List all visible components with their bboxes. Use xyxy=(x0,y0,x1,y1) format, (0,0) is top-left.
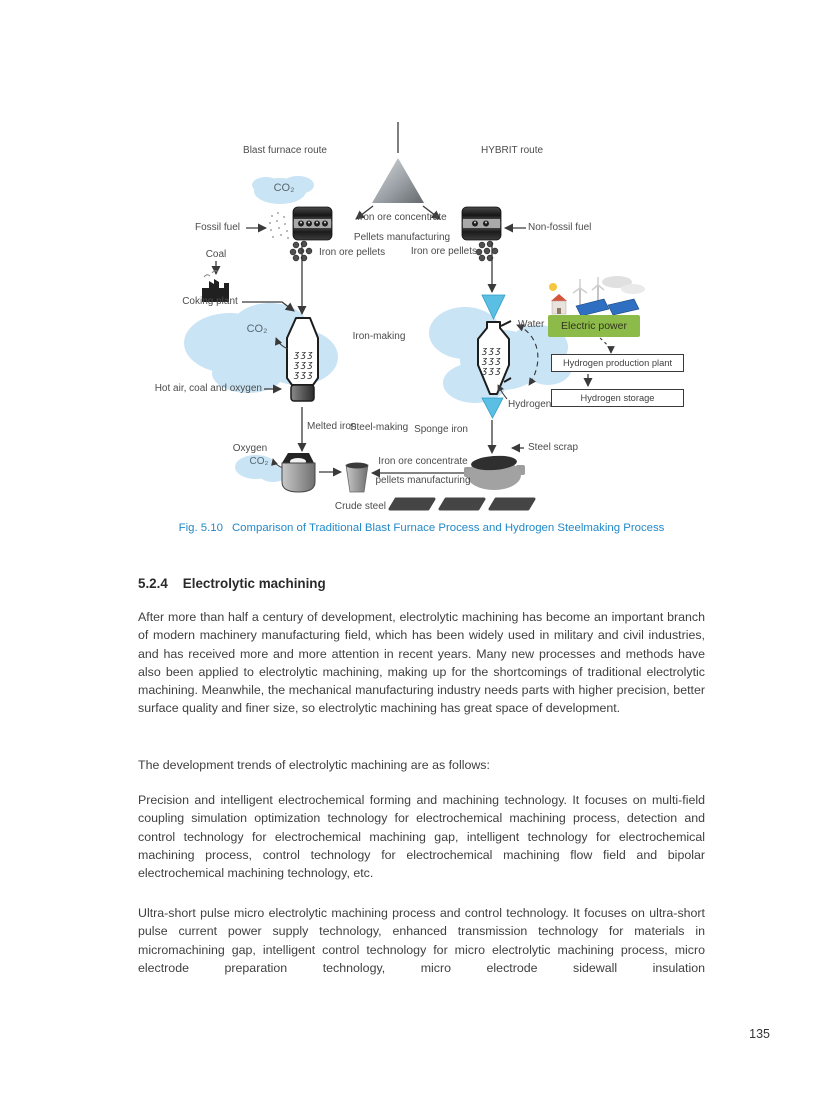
blast-furnace-icon xyxy=(287,318,318,401)
iron-ore-pellets-right-icon xyxy=(476,241,498,261)
figure-number: Fig. 5.10 xyxy=(178,522,223,534)
label-iron-ore-concentrate-2: Iron ore concentrate xyxy=(378,456,468,467)
paragraph-1: After more than half a century of development, electrolytic machining has become an important branch of modern machinery manufacturing field, which has been widely used in military and civil industries, and has received more and more attention in recent years. Many new processes and methods have also been applied to electrolytic machining, making up for the shortcomings of traditional electrolytic machining. Meanwhile, the mechanical manufacturing industry needs parts with higher precision, better surface quality and finer size, so electrolytic machining has great space of development. xyxy=(138,610,705,716)
section-heading xyxy=(138,576,326,591)
house-icon xyxy=(551,294,567,301)
label-co2-top: CO₂ xyxy=(273,182,295,194)
label-co2-bottom: CO₂ xyxy=(249,456,269,467)
crude-steel-slabs-icon xyxy=(390,499,534,509)
label-crude-steel: Crude steel xyxy=(334,501,386,512)
page-number: 135 xyxy=(749,1027,770,1041)
label-non-fossil-fuel: Non-fossil fuel xyxy=(528,222,592,233)
solar-panel-icon xyxy=(576,299,639,316)
label-blast-furnace-route: Blast furnace route xyxy=(243,145,327,156)
label-iron-ore-pellets-right: Iron ore pellets xyxy=(410,246,477,257)
label-hybrit-route: HYBRIT route xyxy=(480,145,544,156)
furnace-burden-glyphs: ʒʒʒ xyxy=(482,356,503,366)
label-co2-mid: CO₂ xyxy=(246,323,268,335)
sponge-iron-funnel-icon xyxy=(482,398,503,418)
label-coking-plant: Coking plant xyxy=(182,296,238,307)
iron-ore-pile-icon xyxy=(372,158,424,203)
furnace-burden-glyphs: ʒʒʒ xyxy=(294,350,315,360)
label-iron-ore-pellets-left: Iron ore pellets xyxy=(319,247,386,258)
figure-diagram xyxy=(130,115,686,515)
figure-caption xyxy=(138,522,705,534)
iron-ore-pellets-left-icon xyxy=(290,241,312,261)
hydrogen-storage-box: Hydrogen storage xyxy=(551,389,684,407)
furnace-burden-glyphs: ʒʒʒ xyxy=(294,370,315,380)
furnace-burden-glyphs: ʒʒʒ xyxy=(482,346,503,356)
label-sponge-iron: Sponge iron xyxy=(414,424,468,435)
label-pellets-manufacturing: Pellets manufacturing xyxy=(353,232,451,243)
label-hot-air: Hot air, coal and oxygen xyxy=(154,383,262,394)
fuel-spray-icon xyxy=(269,212,289,239)
furnace-burden-glyphs: ʒʒʒ xyxy=(482,366,503,376)
label-coal: Coal xyxy=(205,249,227,260)
figure-title: Comparison of Traditional Blast Furnace Process and Hydrogen Steelmaking Process xyxy=(231,522,665,534)
label-steel-scrap: Steel scrap xyxy=(528,442,579,453)
label-iron-making: Iron-making xyxy=(352,331,406,342)
electric-power-banner: Electric power xyxy=(548,315,640,337)
label-melted-iron: Melted iron xyxy=(307,421,357,432)
paragraph-4: Ultra-short pulse micro electrolytic machining process and control technology. It focuses on ultra-short pulse current power supply technology, enhanced transmission technology for materials in micromachining gap, intelligent control technology for micro electrolytic machining process, micro electrode preparation technology, micro electrode sidewall insulation xyxy=(138,906,705,975)
paragraph-3: Precision and intelligent electrochemical forming and machining technology. It focuses on multi-field coupling simulation optimization technology for electrochemical machining process, detection and control technology for electrochemical machining gap, intelligent technology for electrochemical machining process, control technology for electrochemical machining flow field and bipolar electrochemical machining technology, etc. xyxy=(138,793,705,881)
label-hydrogen: Hydrogen xyxy=(508,399,552,410)
hydrogen-production-plant-box: Hydrogen production plant xyxy=(551,354,684,372)
paragraph-2: The development trends of electrolytic machining are as follows: xyxy=(138,758,490,772)
label-oxygen: Oxygen xyxy=(232,443,268,454)
label-steel-making: Steel-making xyxy=(349,422,409,433)
label-pellets-manufacturing-2: pellets manufacturing xyxy=(375,475,471,486)
label-fossil-fuel: Fossil fuel xyxy=(194,222,240,233)
electric-power-illustration xyxy=(549,276,645,316)
label-iron-ore-concentrate: Iron ore concentrate xyxy=(357,212,447,223)
section-title: Electrolytic machining xyxy=(182,576,326,591)
section-number: 5.2.4 xyxy=(138,576,168,591)
label-water: Water xyxy=(518,319,545,330)
furnace-burden-glyphs: ʒʒʒ xyxy=(294,360,315,370)
